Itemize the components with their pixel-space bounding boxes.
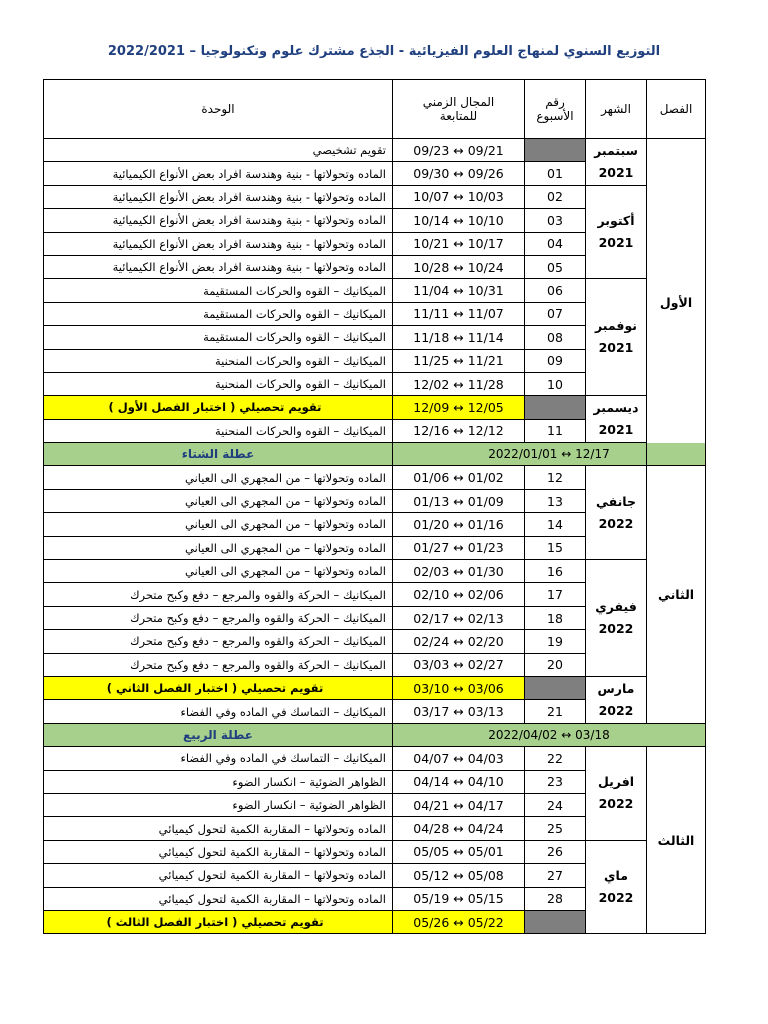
month-name: سبتمبر [594, 142, 638, 158]
season-cell: الثاني [647, 466, 706, 723]
month-cell [586, 560, 647, 677]
unit-cell: الظواهر الضوئية – انكسار الضوء [44, 770, 393, 793]
week-cell: 09 [525, 349, 586, 372]
week-cell: 25 [525, 817, 586, 840]
header-range [393, 80, 525, 139]
range-cell: 02/10 ↔ 02/06 [393, 583, 525, 606]
week-cell: 28 [525, 887, 586, 910]
unit-cell: الميكانيك – القوه والحركات المستقيمة [44, 326, 393, 349]
unit-cell: الماده وتحولاتها - بنية وهندسة افراد بعض الأنواع الكيميائية [44, 209, 393, 232]
week-cell [525, 676, 586, 699]
unit-cell: الماده وتحولاتها – المقاربة الكمية لتحول كيميائي [44, 887, 393, 910]
unit-cell: الميكانيك – القوه والحركات المستقيمة [44, 302, 393, 325]
range-cell: 10/21 ↔ 10/17 [393, 232, 525, 255]
month-year: 2022 [598, 796, 634, 812]
range-cell: 03/10 ↔ 03/06 [393, 676, 525, 699]
range-cell: 10/07 ↔ 10/03 [393, 185, 525, 208]
range-cell: 02/17 ↔ 02/13 [393, 606, 525, 629]
exam-cell: تقويم تحصيلي ( اختبار الفصل الأول ) [44, 396, 393, 419]
week-cell [525, 910, 586, 933]
week-cell: 23 [525, 770, 586, 793]
unit-cell: الماده وتحولاتها – من المجهري الى العياني [44, 489, 393, 512]
unit-cell: الميكانيك – الحركة والقوه والمرجع – دفع وكبح متحرك [44, 630, 393, 653]
unit-cell: الماده وتحولاتها – من المجهري الى العياني [44, 466, 393, 489]
unit-cell: الماده وتحولاتها – المقاربة الكمية لتحول كيميائي [44, 817, 393, 840]
table-row [44, 139, 706, 162]
month-name: مارس [597, 680, 635, 696]
unit-cell: الميكانيك – الحركة والقوه والمرجع – دفع وكبح متحرك [44, 583, 393, 606]
holiday-range: 2022/01/01 ↔ 12/17 [393, 443, 706, 466]
unit-cell: الميكانيك – القوه والحركات المنحنية [44, 419, 393, 442]
range-cell: 02/03 ↔ 01/30 [393, 560, 525, 583]
range-cell: 11/11 ↔ 11/07 [393, 302, 525, 325]
week-cell: 27 [525, 864, 586, 887]
season-cell: الأول [647, 139, 706, 466]
unit-cell: الماده وتحولاتها - بنية وهندسة افراد بعض الأنواع الكيميائية [44, 255, 393, 278]
season-cell: الثالث [647, 747, 706, 934]
month-cell [586, 466, 647, 560]
unit-cell: الميكانيك – القوه والحركات المستقيمة [44, 279, 393, 302]
month-name: ديسمبر [593, 400, 639, 416]
month-name: افريل [597, 774, 635, 790]
range-cell: 04/21 ↔ 04/17 [393, 793, 525, 816]
header-week [525, 80, 586, 139]
header-unit: الوحدة [44, 80, 393, 139]
week-cell: 22 [525, 747, 586, 770]
holiday-name: عطلة الشتاء [44, 443, 393, 466]
month-year: 2021 [598, 164, 634, 180]
range-cell: 02/24 ↔ 02/20 [393, 630, 525, 653]
month-cell [586, 396, 647, 443]
week-cell: 19 [525, 630, 586, 653]
table-row [44, 279, 706, 302]
exam-cell: تقويم تحصيلي ( اختبار الفصل الثاني ) [44, 676, 393, 699]
holiday-row [44, 723, 706, 746]
range-cell: 05/26 ↔ 05/22 [393, 910, 525, 933]
unit-cell: الميكانيك – التماسك في الماده وفي الفضاء [44, 700, 393, 723]
month-year: 2022 [598, 515, 634, 531]
unit-cell: الماده وتحولاتها – من المجهري الى العياني [44, 536, 393, 559]
range-cell: 12/02 ↔ 11/28 [393, 372, 525, 395]
unit-cell: الميكانيك – الحركة والقوه والمرجع – دفع وكبح متحرك [44, 606, 393, 629]
month-cell [586, 676, 647, 723]
week-cell: 20 [525, 653, 586, 676]
range-cell: 12/09 ↔ 12/05 [393, 396, 525, 419]
header-row [44, 80, 706, 139]
week-cell: 10 [525, 372, 586, 395]
range-cell: 01/27 ↔ 01/23 [393, 536, 525, 559]
table-row [44, 840, 706, 863]
month-name: فيفري [595, 599, 637, 614]
range-cell: 10/28 ↔ 10/24 [393, 255, 525, 278]
holiday-row [44, 443, 706, 466]
header-range-line1: المجال الزمني [422, 95, 495, 109]
unit-cell: الماده وتحولاتها - بنية وهندسة افراد بعض الأنواع الكيميائية [44, 232, 393, 255]
month-year: 2022 [598, 702, 634, 718]
month-cell [586, 747, 647, 841]
range-cell: 04/14 ↔ 04/10 [393, 770, 525, 793]
range-cell: 11/04 ↔ 10/31 [393, 279, 525, 302]
unit-cell: الماده وتحولاتها – من المجهري الى العياني [44, 513, 393, 536]
week-cell: 04 [525, 232, 586, 255]
range-cell: 09/23 ↔ 09/21 [393, 139, 525, 162]
week-cell: 03 [525, 209, 586, 232]
range-cell: 01/20 ↔ 01/16 [393, 513, 525, 536]
week-cell: 08 [525, 326, 586, 349]
month-cell [586, 840, 647, 934]
week-cell: 01 [525, 162, 586, 185]
week-cell [525, 396, 586, 419]
week-cell: 21 [525, 700, 586, 723]
schedule-table [43, 79, 706, 934]
week-cell: 13 [525, 489, 586, 512]
week-cell: 16 [525, 560, 586, 583]
unit-cell: الميكانيك – التماسك في الماده وفي الفضاء [44, 747, 393, 770]
exam-row [44, 396, 706, 419]
unit-cell: تقويم تشخيصي [44, 139, 393, 162]
range-cell: 03/03 ↔ 02/27 [393, 653, 525, 676]
holiday-range: 2022/04/02 ↔ 03/18 [393, 723, 706, 746]
holiday-name: عطلة الربيع [44, 723, 393, 746]
unit-cell: الماده وتحولاتها – المقاربة الكمية لتحول كيميائي [44, 840, 393, 863]
range-cell: 01/06 ↔ 01/02 [393, 466, 525, 489]
range-cell: 12/16 ↔ 12/12 [393, 419, 525, 442]
month-year: 2021 [598, 340, 634, 356]
week-cell: 15 [525, 536, 586, 559]
month-year: 2022 [598, 621, 634, 636]
header-range-line2: للمتابعة [439, 109, 478, 123]
table-row [44, 560, 706, 583]
week-cell [525, 139, 586, 162]
page-title: التوزيع السنوي لمنهاج العلوم الفيزيائية - الجذع مشترك علوم وتكنولوجيا – 2022/2021 [107, 44, 661, 59]
range-cell: 01/13 ↔ 01/09 [393, 489, 525, 512]
week-cell: 11 [525, 419, 586, 442]
table-row [44, 747, 706, 770]
range-cell: 11/18 ↔ 11/14 [393, 326, 525, 349]
unit-cell: الماده وتحولاتها – من المجهري الى العياني [44, 560, 393, 583]
unit-cell: الميكانيك – القوه والحركات المنحنية [44, 372, 393, 395]
table-row [44, 466, 706, 489]
range-cell: 05/12 ↔ 05/08 [393, 864, 525, 887]
month-year: 2021 [598, 422, 634, 438]
range-cell: 10/14 ↔ 10/10 [393, 209, 525, 232]
unit-cell: الماده وتحولاتها - بنية وهندسة افراد بعض الأنواع الكيميائية [44, 185, 393, 208]
month-name: ماي [604, 868, 628, 883]
week-cell: 07 [525, 302, 586, 325]
unit-cell: الميكانيك – القوه والحركات المنحنية [44, 349, 393, 372]
unit-cell: الماده وتحولاتها – المقاربة الكمية لتحول كيميائي [44, 864, 393, 887]
month-cell [586, 139, 647, 186]
range-cell: 05/05 ↔ 05/01 [393, 840, 525, 863]
month-name: جانفي [595, 493, 637, 509]
month-name: أكتوبر [597, 213, 635, 229]
week-cell: 05 [525, 255, 586, 278]
range-cell: 05/19 ↔ 05/15 [393, 887, 525, 910]
header-month: الشهر [586, 80, 647, 139]
unit-cell: الميكانيك – الحركة والقوه والمرجع – دفع وكبح متحرك [44, 653, 393, 676]
week-cell: 06 [525, 279, 586, 302]
week-cell: 02 [525, 185, 586, 208]
week-cell: 17 [525, 583, 586, 606]
header-week-line1: رقم [545, 95, 565, 109]
table-row [44, 185, 706, 208]
week-cell: 12 [525, 466, 586, 489]
month-cell [586, 185, 647, 279]
month-year: 2022 [598, 890, 634, 905]
exam-row [44, 676, 706, 699]
range-cell: 03/17 ↔ 03/13 [393, 700, 525, 723]
range-cell: 04/07 ↔ 04/03 [393, 747, 525, 770]
header-week-line2: الأسبوع [536, 109, 574, 123]
unit-cell: الماده وتحولاتها - بنية وهندسة افراد بعض الأنواع الكيميائية [44, 162, 393, 185]
header-season: الفصل [647, 80, 706, 139]
range-cell: 11/25 ↔ 11/21 [393, 349, 525, 372]
week-cell: 14 [525, 513, 586, 536]
month-year: 2021 [598, 235, 634, 251]
month-name: نوفمبر [595, 318, 637, 334]
week-cell: 24 [525, 793, 586, 816]
week-cell: 26 [525, 840, 586, 863]
exam-cell: تقويم تحصيلي ( اختبار الفصل الثالث ) [44, 910, 393, 933]
month-cell [586, 279, 647, 396]
week-cell: 18 [525, 606, 586, 629]
range-cell: 04/28 ↔ 04/24 [393, 817, 525, 840]
unit-cell: الظواهر الضوئية – انكسار الضوء [44, 793, 393, 816]
range-cell: 09/30 ↔ 09/26 [393, 162, 525, 185]
